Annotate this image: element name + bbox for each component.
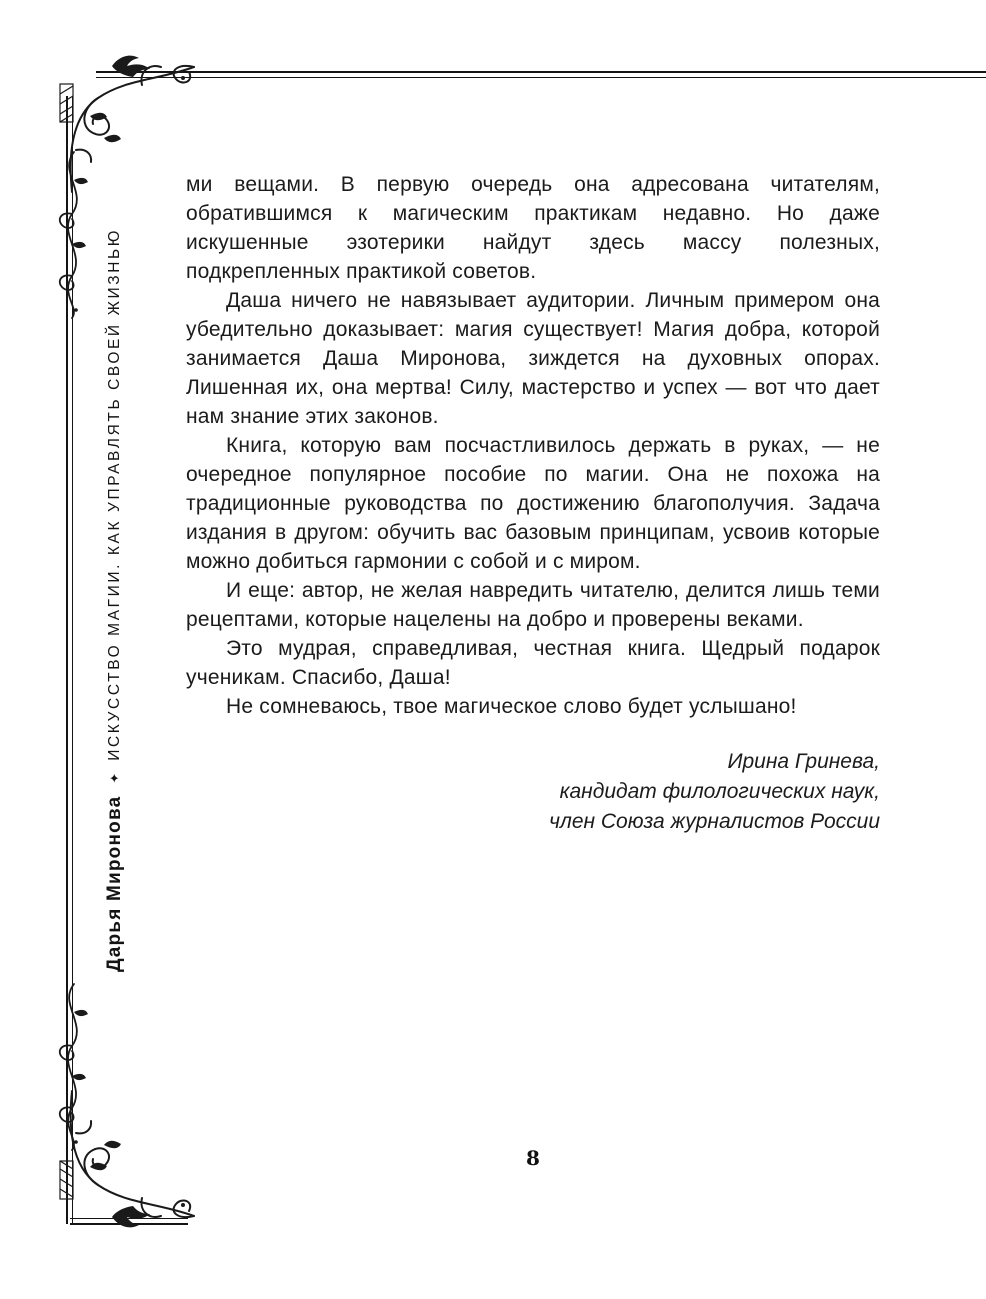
paragraph: Не сомневаюсь, твое магическое слово будет услышано! xyxy=(226,695,797,718)
signature-line: Ирина Гринева, xyxy=(727,750,880,773)
signature-line: кандидат филологических наук, xyxy=(559,780,880,803)
signature-line: член Союза журналистов России xyxy=(549,810,880,833)
frame-top-rule xyxy=(96,71,986,78)
author-name: Дарья Миронова xyxy=(104,795,125,972)
floral-corner-bottom-ornament-icon xyxy=(46,1088,196,1233)
paragraph: Книга, которую вам посчастливилось держать в руках, — не очередное популярное пособие по магии. Она не похожа на традиционные руководства по достижению благополучия. Задача издания в другом: обучить вас базовым принципам, усвоив которые можно добиться гармонии с собой и с миром. xyxy=(186,434,880,573)
paragraph: И еще: автор, не желая навредить читателю, делится лишь теми рецептами, которые нацелены на добро и проверены веками. xyxy=(186,579,880,631)
paragraph: Это мудрая, справедливая, честная книга. Щедрый подарок ученикам. Спасибо, Даша! xyxy=(186,637,880,689)
body-text-column xyxy=(186,170,880,837)
paragraph: ми вещами. В первую очередь она адресована читателям, обратившимся к магическим практикам недавно. Но даже искушенные эзотерики найдут здесь массу полезных, подкрепленных практикой советов. xyxy=(186,173,880,283)
floral-scroll-strip-upper-icon xyxy=(50,150,90,320)
vertical-running-title xyxy=(102,227,128,972)
signature-block xyxy=(186,747,880,837)
star-separator-icon: ✦ xyxy=(107,772,122,784)
paragraph: Даша ничего не навязывает аудитории. Личным примером она убедительно доказывает: магия существует! Магия добра, которой занимается Даша Миронова, зиждется на духовных опорах. Лишенная их, она мертва! Силу, мастерство и успех — вот что дает нам знание этих законов. xyxy=(186,289,880,428)
page-number: 8 xyxy=(526,1146,540,1170)
book-series-title: ИСКУССТВО МАГИИ. КАК УПРАВЛЯТЬ СВОЕЙ ЖИЗНЬЮ xyxy=(106,227,123,761)
